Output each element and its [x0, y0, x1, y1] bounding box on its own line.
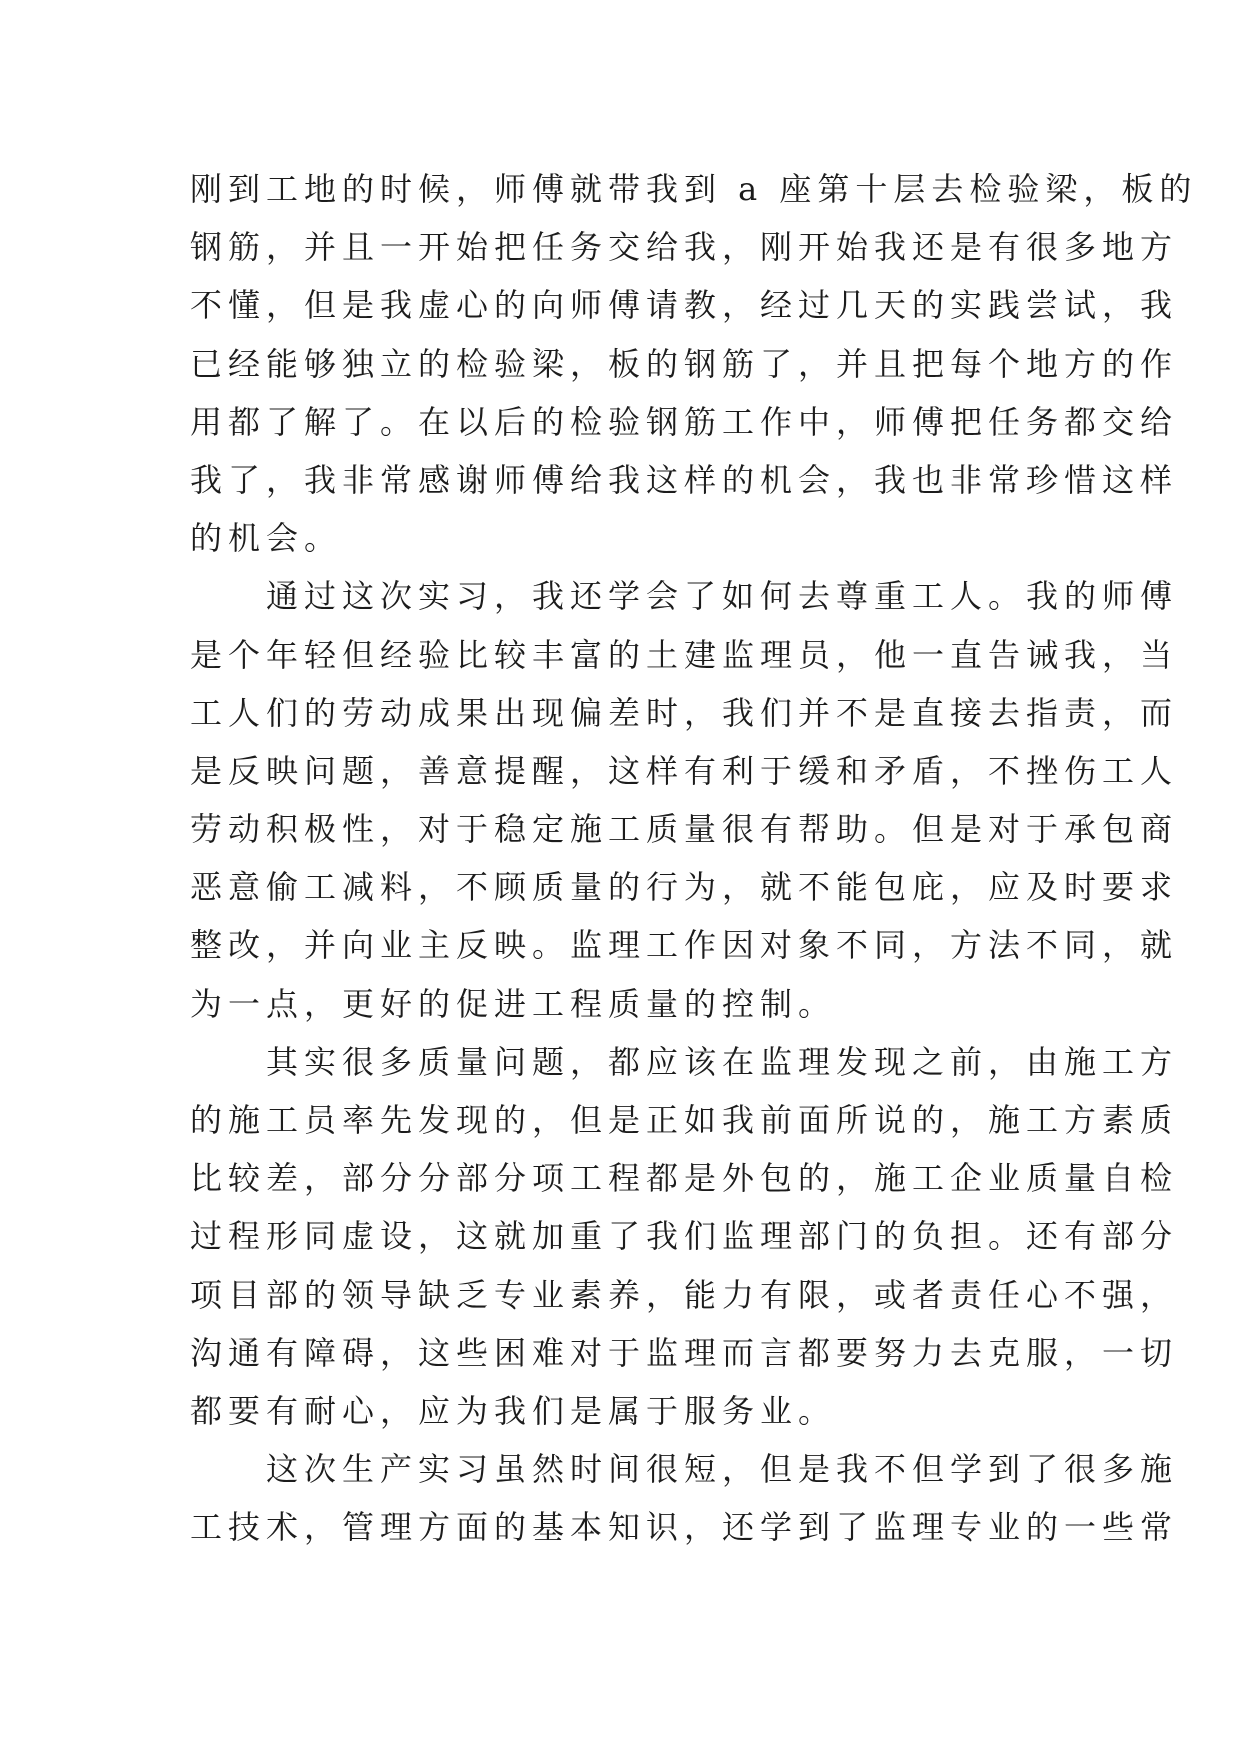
text-line: 都要有耐心，应为我们是属于服务业。	[190, 1391, 837, 1430]
text-line: 恶意偷工减料，不顾质量的行为，就不能包庇，应及时要求	[190, 868, 1179, 907]
text-line: 是个年轻但经验比较丰富的土建监理员，他一直告诫我，当	[190, 635, 1179, 674]
text-line: 工技术，管理方面的基本知识，还学到了监理专业的一些常	[190, 1508, 1179, 1547]
text-line: 沟通有障碍，这些困难对于监理而言都要努力去克服，一切	[190, 1333, 1179, 1372]
text-line: 劳动积极性，对于稳定施工质量很有帮助。但是对于承包商	[190, 810, 1179, 849]
text-line: 这次生产实习虽然时间很短，但是我不但学到了很多施	[190, 1450, 1179, 1489]
text-line: 工人们的劳动成果出现偏差时，我们并不是直接去指责，而	[190, 693, 1179, 732]
text-line: 用都了解了。在以后的检验钢筋工作中，师傅把任务都交给	[190, 402, 1179, 441]
text-line: 是反映问题，善意提醒，这样有利于缓和矛盾，不挫伤工人	[190, 751, 1179, 790]
text-line: 钢筋，并且一开始把任务交给我，刚开始我还是有很多地方	[190, 228, 1179, 267]
text-line: 项目部的领导缺乏专业素养，能力有限，或者责任心不强，	[190, 1275, 1179, 1314]
text-line: 为一点，更好的促进工程质量的控制。	[190, 984, 837, 1023]
text-line: 不懂，但是我虚心的向师傅请教，经过几天的实践尝试，我	[190, 286, 1179, 325]
text-line: 比较差，部分分部分项工程都是外包的，施工企业质量自检	[190, 1159, 1179, 1198]
text-line: 的机会。	[190, 519, 343, 558]
body-text	[190, 160, 1198, 1557]
text-line: 通过这次实习，我还学会了如何去尊重工人。我的师傅	[190, 577, 1179, 616]
text-line: 刚到工地的时候，师傅就带我到 a 座第十层去检验梁，板的	[190, 170, 1198, 208]
text-line: 已经能够独立的检验梁，板的钢筋了，并且把每个地方的作	[190, 344, 1179, 383]
text-line: 的施工员率先发现的，但是正如我前面所说的，施工方素质	[190, 1101, 1179, 1139]
text-line: 我了，我非常感谢师傅给我这样的机会，我也非常珍惜这样	[190, 460, 1179, 499]
text-line: 整改，并向业主反映。监理工作因对象不同，方法不同，就	[190, 926, 1179, 965]
text-line: 其实很多质量问题，都应该在监理发现之前，由施工方	[190, 1042, 1179, 1081]
text-line: 过程形同虚设，这就加重了我们监理部门的负担。还有部分	[190, 1217, 1179, 1256]
